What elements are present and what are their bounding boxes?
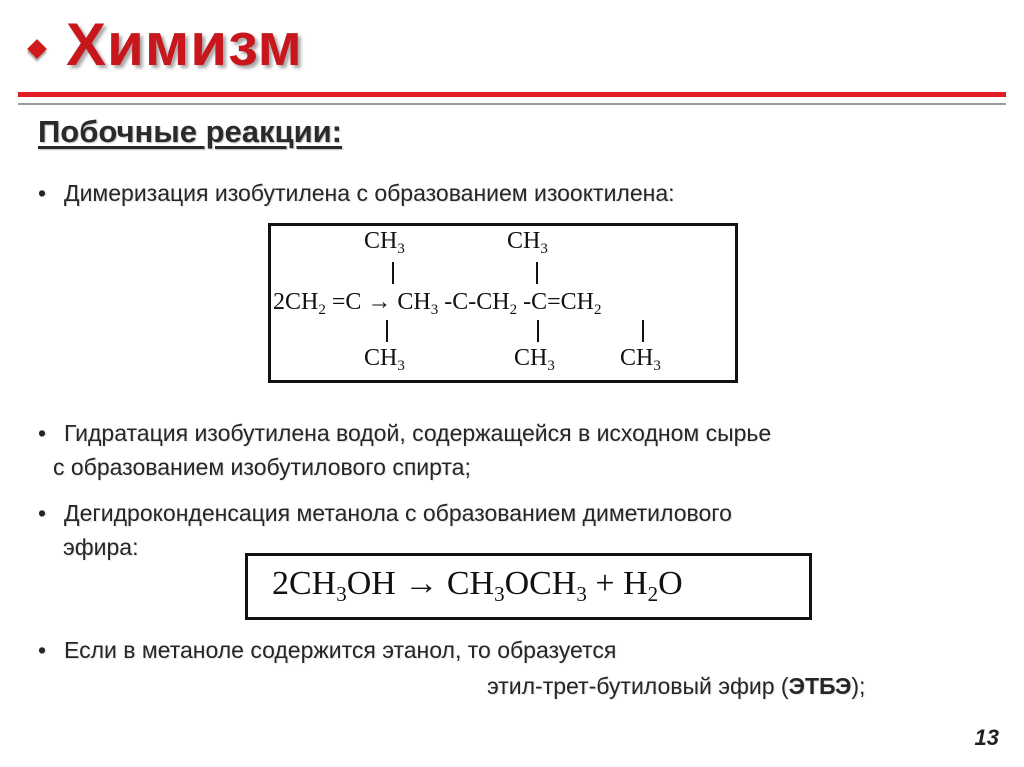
page-number: 13 [974,725,999,750]
bullet-dimerization [38,180,675,207]
bullet-dot: • [38,420,47,446]
bullet-dot: • [38,637,47,663]
bullet-text-line1: Дегидроконденсация метанола с образованием диметилового [64,500,732,526]
reaction1-bottom-ch3-right: $CH_3$ [620,345,661,374]
reaction1-bottom-ch3-left: $CH_3$ [364,345,405,374]
bullet-hydration-line2: с образованием изобутилового спирта; [53,454,471,480]
bullet-text-line1: Если в метаноле содержится этанол, то образуется [64,637,617,663]
section-heading: Побочные реакции: [38,114,343,149]
reaction1-top-ch3-left: $CH_3$ [364,228,405,257]
slide-title: Химизм [66,11,303,78]
reaction1-bond-bottom-left [386,320,388,342]
bullet-ethanol [38,637,616,664]
reaction1-bond-bottom-mid [537,320,539,342]
etbe-abbreviation: ЭТБЭ [788,673,852,699]
reaction1-bond-top-right [536,262,538,284]
bullet-text: Димеризация изобутилена с образованием изооктилена: [64,180,675,206]
bullet-dot: • [38,500,47,526]
bullet-dehydrocondensation [38,500,732,527]
reaction1-top-ch3-right: $CH_3$ [507,228,548,257]
bullet-hydration [38,420,771,447]
bullet-dehydrocondensation-line2: эфира: [63,534,139,560]
reaction1-main-line: $2CH_2 =C \to CH_3$ $-C-CH_2$ $-C=CH_2$ [273,289,602,318]
bullet-dot: • [38,180,47,206]
title-divider-red [18,92,1006,97]
reaction1-bottom-ch3-mid: $CH_3$ [514,345,555,374]
reaction1-bond-bottom-right [642,320,644,342]
reaction2-equation: $2CH_3OH \to CH_3OCH_3 + H_2O$ [272,565,683,606]
bullet-text-line1: Гидратация изобутилена водой, содержащейся в исходном сырье [64,420,772,446]
title-bullet-icon [27,39,47,59]
reaction1-bond-top-left [392,262,394,284]
title-divider-gray [18,103,1006,105]
bullet-ethanol-line2: этил-трет-бутиловый эфир (ЭТБЭ); [487,673,866,699]
